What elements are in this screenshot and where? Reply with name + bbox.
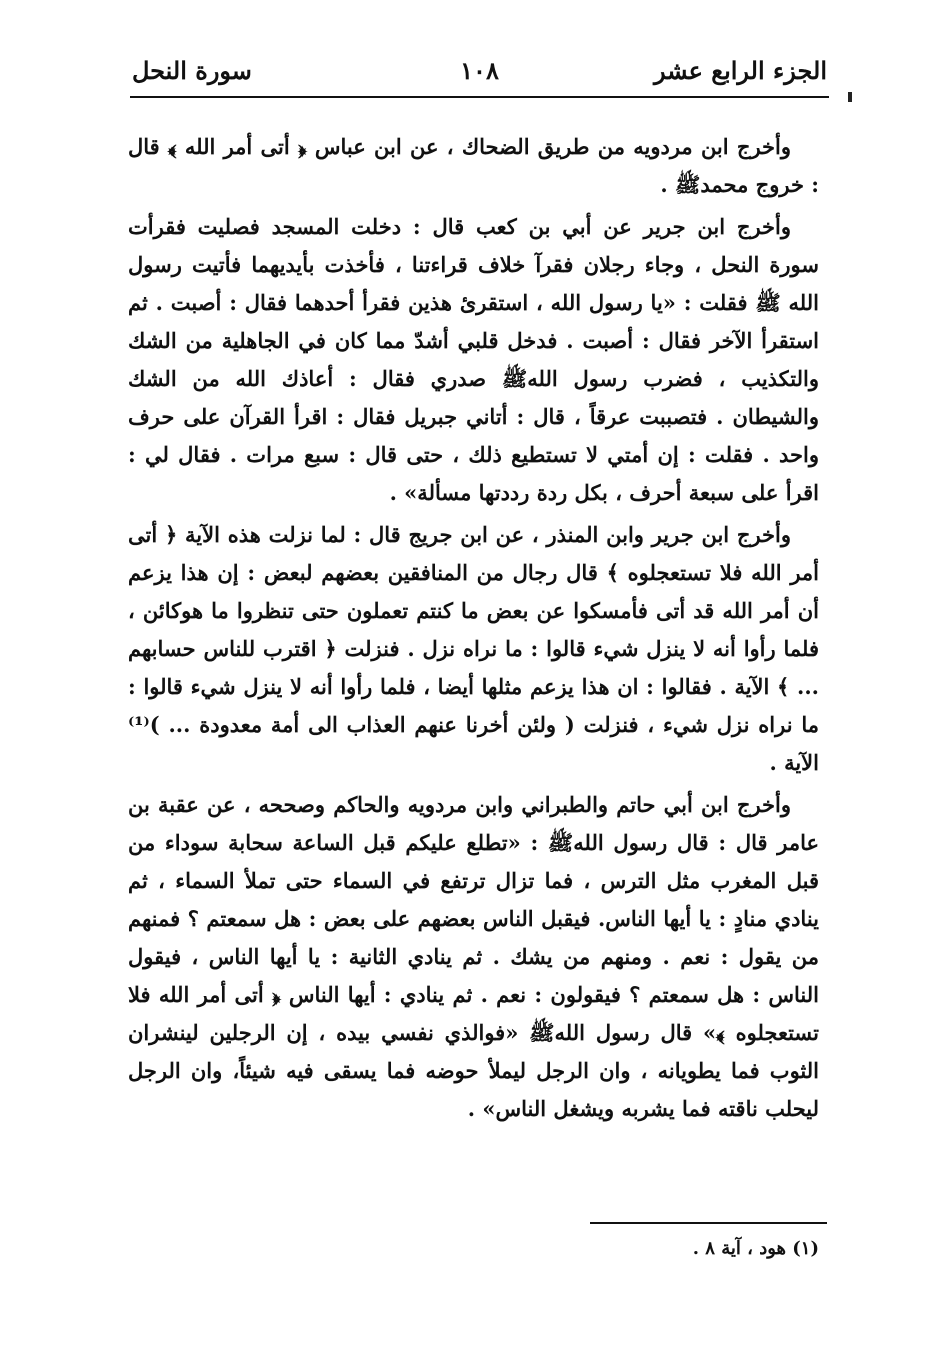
margin-mark (848, 92, 852, 102)
header-divider (130, 96, 829, 98)
paragraph: وأخرج ابن أبي حاتم والطبراني وابن مردويه والحاكم وصححه ، عن عقبة بن عامر قال : قال رسول اللهﷺ : «تطلع عليكم قبل الساعة سحابة سوداء من قبل المغرب مثل الترس ، فما تزال ترتفع في السماء حتى تملأ السماء ، ثم ينادي منادٍ : يا أيها الناس. فيقبل الناس بعضهم على بعض : هل سمعتم ؟ فمنهم من يقول : نعم . ومنهم من يشك . ثم ينادي الثانية : يا أيها الناس ، فيقول الناس : هل سمعتم ؟ فيقولون : نعم . ثم ينادي : أيها الناس ﴿ أتى أمر الله فلا تستعجلوه ﴾» قال رسول اللهﷺ «فوالذي نفسي بيده ، إن الرجلين لينشران الثوب فما يطويانه ، وان الرجل ليملأ حوضه فما يسقى فيه شيئاً، وان الرجل ليحلب ناقته فما يشربه ويشغل الناس» . (128, 792, 819, 1121)
footnote-divider (590, 1222, 827, 1224)
main-text (128, 128, 819, 1132)
surah-label: سورة النحل (132, 56, 252, 85)
paragraph: وأخرج ابن مردويه من طريق الضحاك ، عن ابن عباس ﴿ أتى أمر الله ﴾ قال : خروج محمدﷺ . (128, 134, 819, 197)
paragraph: وأخرج ابن جرير عن أبي بن كعب قال : دخلت المسجد فصليت فقرأت سورة النحل ، وجاء رجلان فقرآ خلاف قراءتنا ، فأخذت بأيديهما فأتيت رسول الله ﷺ فقلت : «يا رسول الله ، استقرئ هذين فقرأ أحدهما فقال : أصبت . ثم استقرأ الآخر فقال : أصبت . فدخل قلبي أشدّ مما كان في الجاهلية من الشك والتكذيب ، فضرب رسول اللهﷺ صدري فقال : أعاذك الله من الشك والشيطان . فتصببت عرقاً ، قال : أتاني جبريل فقال : اقرأ القرآن على حرف واحد . فقلت : إن أمتي لا تستطيع ذلك ، حتى قال : سبع مرات . فقال لي : اقرأ على سبعة أحرف ، بكل ردة رددتها مسألة» . (128, 214, 819, 505)
paragraph: وأخرج ابن جرير وابن المنذر ، عن ابن جريج قال : لما نزلت هذه الآية ﴿ أتى أمر الله فلا تستعجلوه ﴾ قال رجال من المنافقين بعضهم لبعض : إن هذا يزعم أن أمر الله قد أتى فأمسكوا عن بعض ما كنتم تعملون حتى تنظروا ما هوكائن ، فلما رأوا أنه لا ينزل شيء قالوا : ما نراه نزل . فنزلت ﴿ اقترب للناس حسابهم ... ﴾ الآية . فقالوا : ان هذا يزعم مثلها أيضا ، فلما رأوا أنه لا ينزل شيء قالوا : ما نراه نزل شيء ، فنزلت ( ولئن أخرنا عنهم العذاب الى أمة معدودة ... )⁽¹⁾ الآية . (128, 522, 819, 775)
footnote: (١) هود ، آية ٨ . (692, 1238, 819, 1259)
part-label: الجزء الرابع عشر (653, 56, 827, 85)
page-header (132, 52, 827, 92)
page-number: ١٠٨ (460, 56, 499, 85)
